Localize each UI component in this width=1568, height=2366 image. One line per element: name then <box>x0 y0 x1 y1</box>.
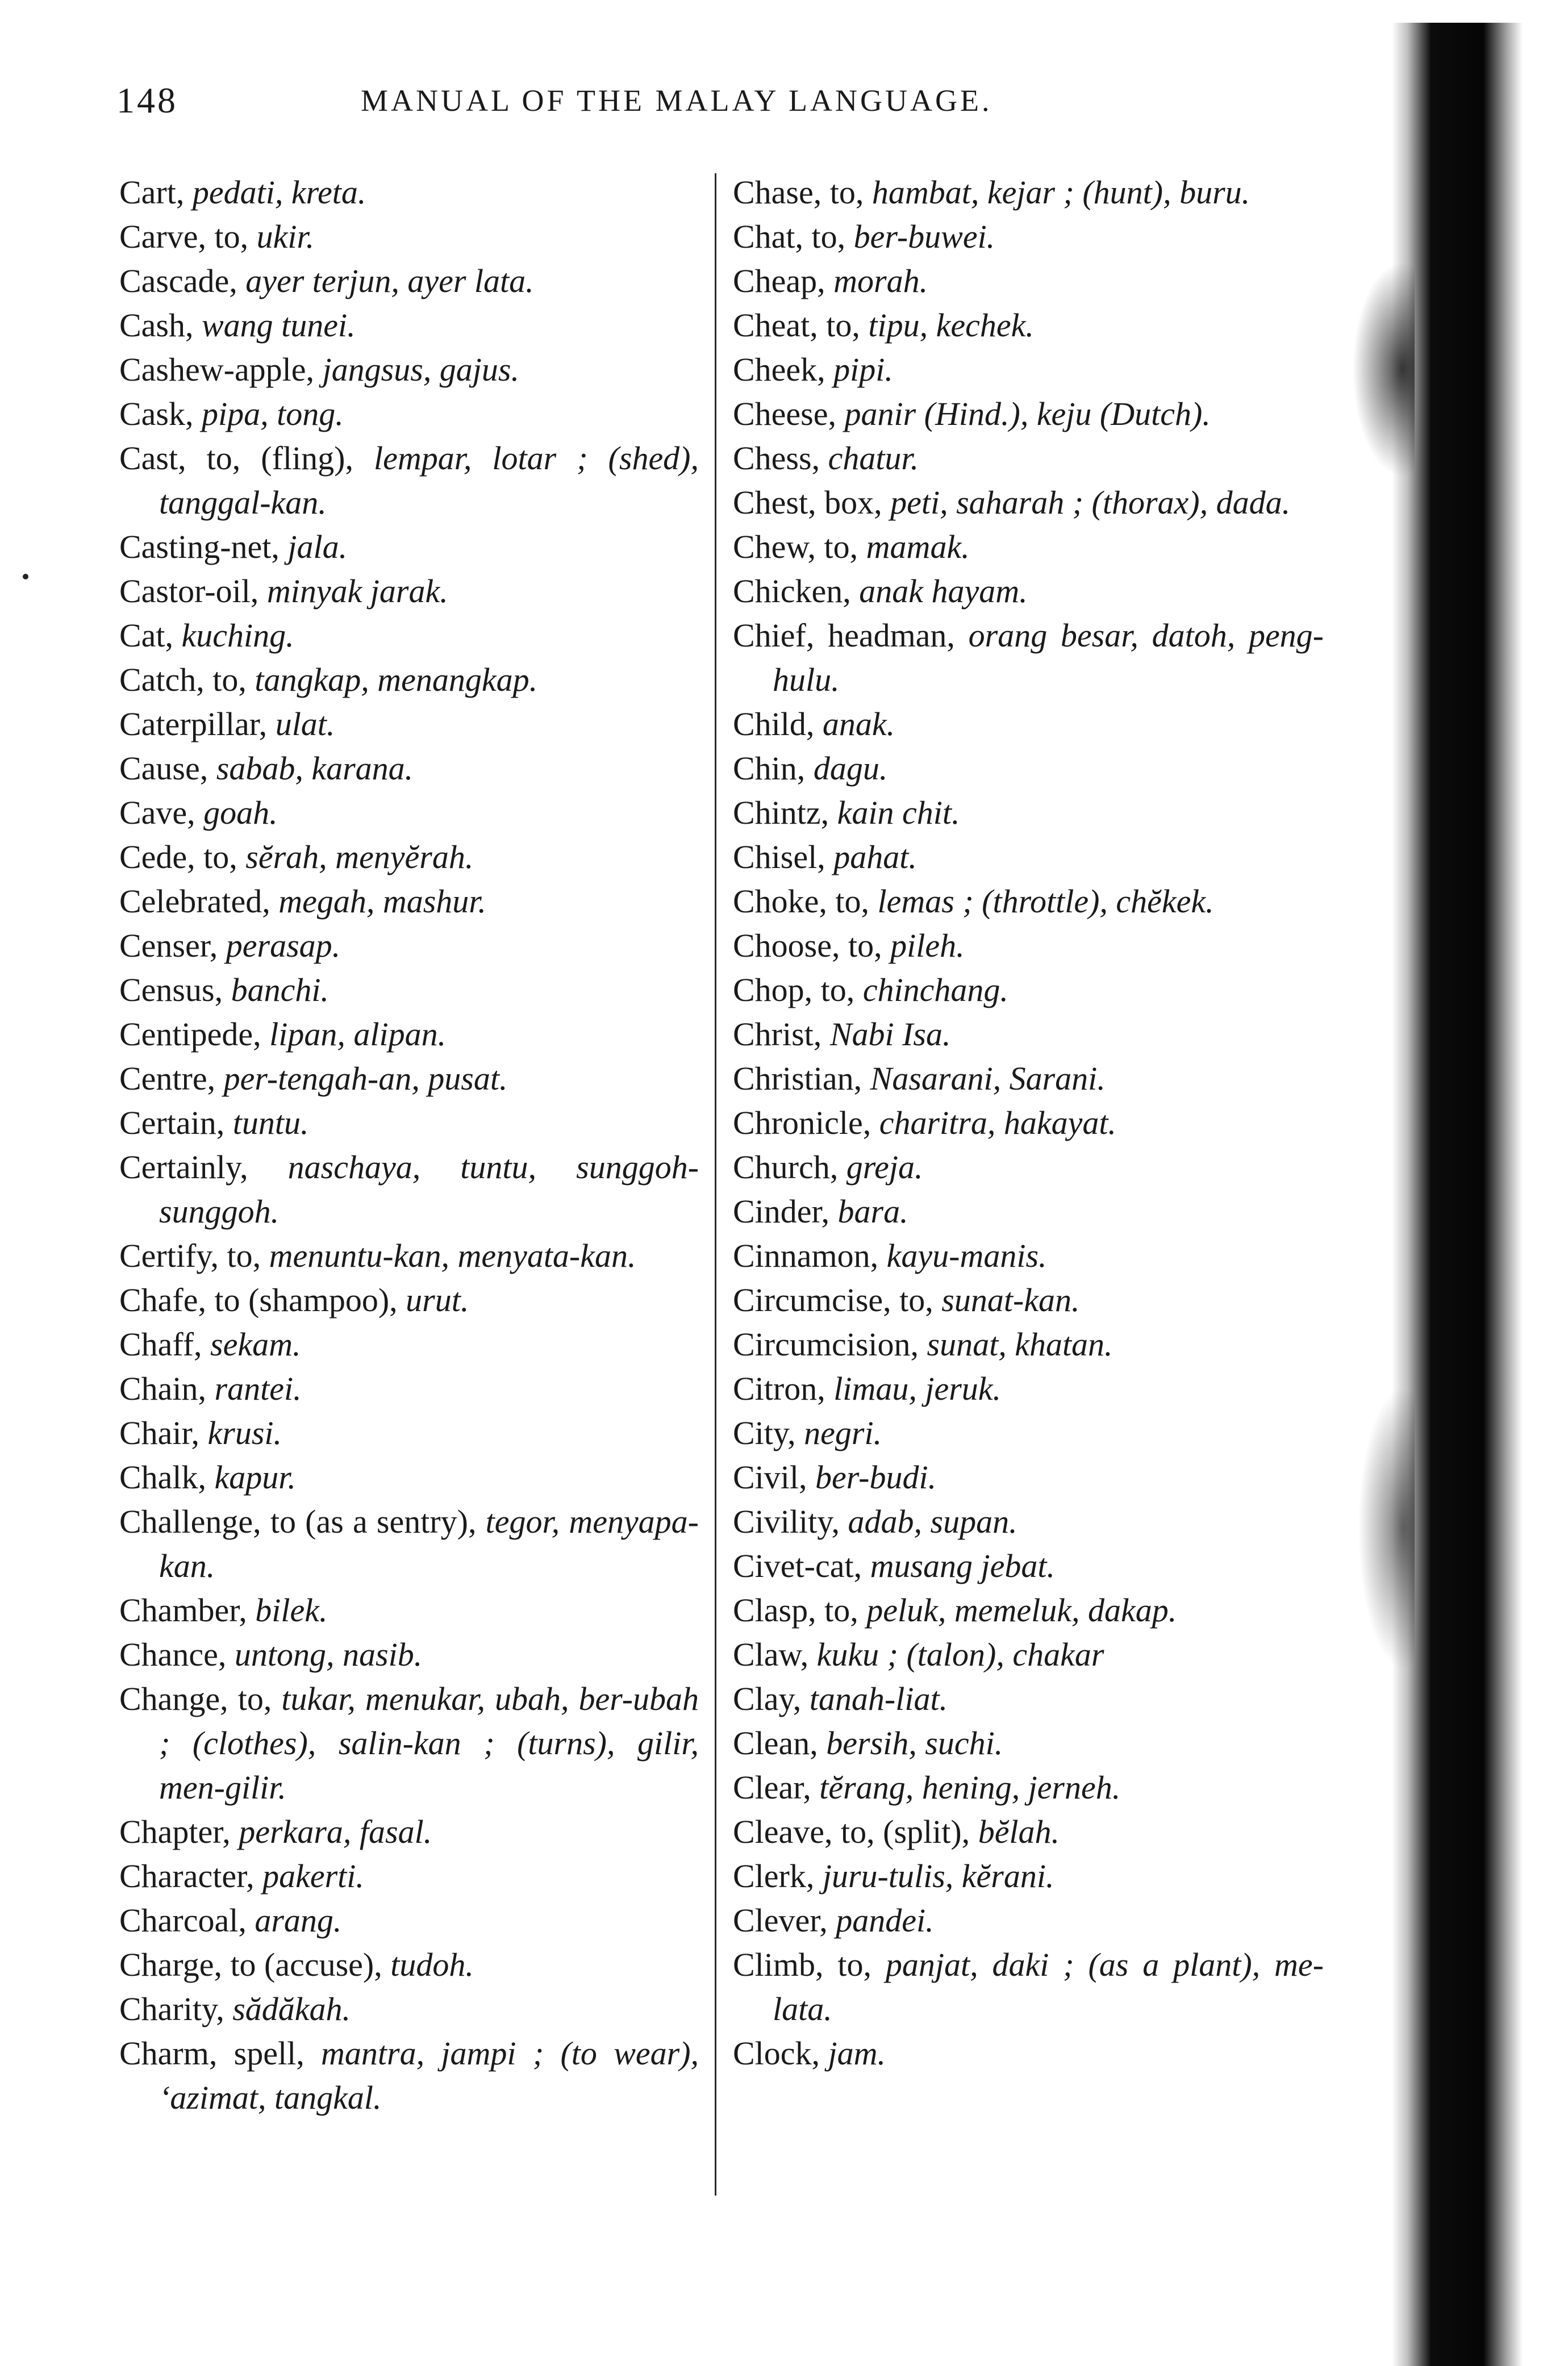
entry-translation: bilek. <box>255 1592 328 1629</box>
entry-translation: naschaya, tuntu, sunggoh-sunggoh. <box>159 1149 699 1230</box>
dictionary-entry <box>733 1367 1324 1411</box>
entry-translation: sabab, karana. <box>216 750 414 787</box>
dictionary-entry <box>733 525 1324 569</box>
entry-term: Clear, <box>733 1769 811 1806</box>
dictionary-entry <box>733 1898 1324 1943</box>
entry-translation: kayu-manis. <box>886 1237 1047 1274</box>
entry-translation: bersih, suchi. <box>826 1725 1003 1762</box>
dictionary-entry <box>733 968 1324 1012</box>
dictionary-entry <box>119 1987 699 2031</box>
dictionary-entry <box>119 924 699 968</box>
entry-term: Cashew-apple, <box>119 351 315 388</box>
page-number: 148 <box>116 80 178 120</box>
entry-term: Chat, to, <box>733 218 846 255</box>
entry-term: Clock, <box>733 2035 820 2072</box>
entry-translation: untong, nasib. <box>234 1636 423 1673</box>
entry-translation: Nasarani, Sarani. <box>870 1060 1106 1097</box>
dictionary-entry <box>119 215 699 259</box>
entry-term: Civet-cat, <box>733 1547 862 1584</box>
dictionary-entry <box>733 702 1324 746</box>
dictionary-entry <box>119 968 699 1012</box>
entry-term: Character, <box>119 1858 255 1895</box>
dictionary-entry <box>733 1234 1324 1278</box>
entry-translation: pipi. <box>833 351 893 388</box>
entry-term: Cheap, <box>733 262 825 299</box>
dictionary-entry <box>733 1057 1324 1101</box>
entry-term: Cash, <box>119 307 194 344</box>
dictionary-entry <box>119 1278 699 1322</box>
column-divider <box>715 173 716 2196</box>
entry-term: Cause, <box>119 750 208 787</box>
dictionary-entry <box>733 436 1324 481</box>
dictionary-entry <box>119 1677 699 1810</box>
entry-translation: tipu, kechek. <box>868 307 1034 344</box>
dictionary-entry <box>733 259 1324 303</box>
entry-translation: sunat, khatan. <box>927 1326 1113 1363</box>
entry-term: Climb, to, <box>733 1946 872 1983</box>
dictionary-entry <box>733 791 1324 835</box>
dictionary-entry <box>119 348 699 392</box>
dictionary-entry <box>119 392 699 436</box>
dictionary-entry <box>733 1677 1324 1721</box>
entry-term: Church, <box>733 1149 839 1186</box>
entry-term: Choke, to, <box>733 883 870 920</box>
entry-translation: chinchang. <box>862 971 1008 1008</box>
entry-term: Clerk, <box>733 1858 815 1895</box>
entry-translation: jangsus, gajus. <box>322 351 519 388</box>
entry-translation: rantei. <box>214 1370 302 1407</box>
entry-translation: pandei. <box>836 1902 934 1939</box>
entry-translation: tukar, menukar, ubah, ber-ubah ; (clothes), salin-kan ; (turns), gilir, men-gilir. <box>159 1680 699 1806</box>
entry-term: Clasp, to, <box>733 1592 858 1629</box>
entry-term: Chronicle, <box>733 1104 871 1141</box>
entry-term: Chance, <box>119 1636 227 1673</box>
entry-term: Celebrated, <box>119 883 270 920</box>
dictionary-entry <box>733 1278 1324 1322</box>
dictionary-entry <box>733 1190 1324 1234</box>
entry-translation: perkara, fasal. <box>239 1813 432 1850</box>
entry-term: Census, <box>119 971 223 1008</box>
entry-translation: anak. <box>822 706 895 742</box>
dictionary-entry <box>119 1898 699 1943</box>
entry-translation: pedati, kreta. <box>192 174 366 211</box>
dictionary-entry <box>733 1766 1324 1810</box>
entry-translation: tegor, menyapa-kan. <box>159 1503 699 1584</box>
dictionary-entry <box>733 392 1324 436</box>
entry-term: Chop, to, <box>733 971 855 1008</box>
dictionary-entry <box>733 348 1324 392</box>
dictionary-entry <box>119 525 699 569</box>
entry-term: Civility, <box>733 1503 840 1540</box>
entry-term: Cede, to, <box>119 838 237 875</box>
entry-translation: jala. <box>287 528 348 565</box>
dictionary-entry <box>733 1721 1324 1766</box>
entry-translation: sunat-kan. <box>941 1282 1080 1318</box>
entry-term: Chess, <box>733 440 820 477</box>
entry-translation: sekam. <box>210 1326 301 1363</box>
entry-translation: peti, saharah ; (thorax), dada. <box>890 484 1291 521</box>
entry-term: Cascade, <box>119 262 237 299</box>
entry-translation: minyak jarak. <box>266 573 448 610</box>
dictionary-entry <box>119 702 699 746</box>
entry-translation: limau, jeruk. <box>833 1370 1002 1407</box>
entry-term: Centipede, <box>119 1016 261 1053</box>
entry-term: Chest, box, <box>733 484 882 521</box>
entry-term: Chamber, <box>119 1592 247 1629</box>
entry-translation: kuku ; (talon), chakar <box>816 1636 1104 1673</box>
dictionary-entry <box>119 1943 699 1987</box>
dictionary-entry <box>733 215 1324 259</box>
running-title: MANUAL OF THE MALAY LANGUAGE. <box>361 84 992 118</box>
entry-term: Chalk, <box>119 1459 207 1496</box>
page-header <box>116 80 1077 125</box>
dictionary-entry <box>733 1500 1324 1544</box>
entry-translation: wang tunei. <box>202 307 356 344</box>
entry-translation: pakerti. <box>262 1858 364 1895</box>
entry-term: Charge, to (accuse), <box>119 1946 382 1983</box>
entry-translation: charitra, hakayat. <box>879 1104 1116 1141</box>
entry-translation: adab, supan. <box>848 1503 1017 1540</box>
entry-translation: pileh. <box>890 927 965 964</box>
entry-term: Chaff, <box>119 1326 202 1363</box>
dictionary-entry <box>733 1012 1324 1057</box>
entry-translation: greja. <box>846 1149 923 1186</box>
dictionary-entry <box>119 879 699 924</box>
entry-translation: panir (Hind.), keju (Dutch). <box>844 395 1211 432</box>
entry-term: Chin, <box>733 750 806 787</box>
entry-term: Cheat, to, <box>733 307 860 344</box>
entry-translation: goah. <box>203 794 278 831</box>
entry-translation: kuching. <box>181 617 294 654</box>
entry-translation: Nabi Isa. <box>829 1016 951 1053</box>
entry-term: Christian, <box>733 1060 862 1097</box>
entry-translation: negri. <box>804 1414 882 1451</box>
dictionary-entry <box>733 879 1324 924</box>
entry-translation: pipa, tong. <box>202 395 344 432</box>
dictionary-entry <box>733 569 1324 614</box>
dictionary-entry <box>119 1234 699 1278</box>
dictionary-entry <box>119 746 699 791</box>
entry-translation: tangkap, menangkap. <box>255 661 538 698</box>
entry-translation: bara. <box>837 1193 908 1230</box>
dictionary-entry <box>119 1810 699 1854</box>
entry-translation: arang. <box>255 1902 342 1939</box>
entry-term: Cheek, <box>733 351 825 388</box>
dictionary-entry <box>733 1943 1324 2031</box>
entry-term: Cinder, <box>733 1193 830 1230</box>
entry-term: Chafe, to (shampoo), <box>119 1282 398 1318</box>
dictionary-entry <box>119 259 699 303</box>
entry-term: Chase, to, <box>733 174 864 211</box>
entry-translation: ayer terjun, ayer lata. <box>245 262 534 299</box>
dictionary-entry <box>119 1101 699 1145</box>
entry-translation: tĕrang, hening, jerneh. <box>819 1769 1121 1806</box>
entry-term: Cart, <box>119 174 185 211</box>
entry-term: Chew, to, <box>733 528 858 565</box>
dictionary-entry <box>119 569 699 614</box>
entry-translation: musang jebat. <box>870 1547 1056 1584</box>
entry-term: Caterpillar, <box>119 706 268 742</box>
entry-term: Chisel, <box>733 838 825 875</box>
dictionary-entry <box>119 1588 699 1633</box>
entry-translation: menuntu-kan, menyata-kan. <box>269 1237 636 1274</box>
entry-term: Cask, <box>119 395 194 432</box>
dictionary-entry <box>733 1854 1324 1898</box>
dictionary-entry <box>733 1322 1324 1367</box>
entry-term: City, <box>733 1414 796 1451</box>
entry-term: Citron, <box>733 1370 825 1407</box>
dictionary-entry <box>119 1145 699 1234</box>
entry-translation: chatur. <box>828 440 919 477</box>
entry-translation: tudoh. <box>390 1946 474 1983</box>
entry-term: Chintz, <box>733 794 829 831</box>
dictionary-entry <box>119 1322 699 1367</box>
dictionary-entry <box>733 481 1324 525</box>
dictionary-entry <box>119 1411 699 1455</box>
dictionary-entry <box>119 791 699 835</box>
entry-term: Chapter, <box>119 1813 231 1850</box>
dictionary-entry <box>119 1455 699 1500</box>
entry-translation: dagu. <box>813 750 888 787</box>
entry-translation: orang besar, datoh, peng-hulu. <box>773 617 1324 698</box>
dictionary-entry <box>733 1588 1324 1633</box>
entry-translation: perasap. <box>226 927 341 964</box>
entry-translation: anak hayam. <box>859 573 1028 610</box>
dictionary-entry <box>119 614 699 658</box>
entry-term: Charm, spell, <box>119 2035 305 2072</box>
entry-term: Clever, <box>733 1902 828 1939</box>
entry-term: Chief, headman, <box>733 617 955 654</box>
entry-term: Chicken, <box>733 573 851 610</box>
entry-term: Child, <box>733 706 815 742</box>
entry-translation: hambat, kejar ; (hunt), buru. <box>871 174 1250 211</box>
right-column <box>733 170 1324 2076</box>
entry-term: Charcoal, <box>119 1902 247 1939</box>
entry-term: Castor-oil, <box>119 573 259 610</box>
entry-translation: krusi. <box>207 1414 282 1451</box>
dictionary-entry <box>733 1145 1324 1190</box>
entry-translation: banchi. <box>231 971 329 1008</box>
dictionary-entry <box>733 1544 1324 1588</box>
dictionary-entry <box>119 835 699 879</box>
dictionary-entry <box>119 303 699 348</box>
entry-term: Chair, <box>119 1414 200 1451</box>
dictionary-entry <box>733 1633 1324 1677</box>
dictionary-entry <box>119 658 699 702</box>
dictionary-entry <box>119 1854 699 1898</box>
entry-term: Catch, to, <box>119 661 247 698</box>
entry-translation: bĕlah. <box>978 1813 1060 1850</box>
dictionary-entry <box>733 2031 1324 2076</box>
entry-term: Certify, to, <box>119 1237 261 1274</box>
entry-translation: kain chit. <box>837 794 960 831</box>
entry-translation: mamak. <box>866 528 970 565</box>
entry-term: Clay, <box>733 1680 802 1717</box>
dictionary-entry <box>733 170 1324 215</box>
entry-term: Circumcise, to, <box>733 1282 933 1318</box>
dictionary-entry <box>733 746 1324 791</box>
scan-edge-shadow <box>1392 23 1523 2366</box>
entry-term: Civil, <box>733 1459 807 1496</box>
entry-translation: ukir. <box>256 218 315 255</box>
entry-translation: tanah-liat. <box>809 1680 948 1717</box>
entry-term: Cast, to, (fling), <box>119 440 353 477</box>
entry-term: Censer, <box>119 927 218 964</box>
entry-translation: juru-tulis, kĕrani. <box>822 1858 1054 1895</box>
entry-term: Carve, to, <box>119 218 249 255</box>
entry-term: Choose, to, <box>733 927 882 964</box>
entry-term: Circumcision, <box>733 1326 919 1363</box>
entry-term: Christ, <box>733 1016 822 1053</box>
entry-translation: morah. <box>833 262 928 299</box>
entry-term: Cleave, to, (split), <box>733 1813 970 1850</box>
entry-term: Charity, <box>119 1991 224 2027</box>
entry-translation: ulat. <box>275 706 335 742</box>
entry-term: Clean, <box>733 1725 818 1762</box>
entry-term: Claw, <box>733 1636 809 1673</box>
entry-term: Certain, <box>119 1104 225 1141</box>
entry-translation: sĕrah, menyĕrah. <box>245 838 474 875</box>
entry-translation: ber-buwei. <box>853 218 995 255</box>
dictionary-entry <box>119 1057 699 1101</box>
dictionary-entry <box>119 1367 699 1411</box>
dictionary-entry <box>119 2031 699 2120</box>
entry-term: Cave, <box>119 794 195 831</box>
entry-term: Centre, <box>119 1060 216 1097</box>
dictionary-entry <box>733 614 1324 702</box>
entry-translation: lemas ; (throttle), chĕkek. <box>877 883 1214 920</box>
dictionary-entry <box>733 924 1324 968</box>
dictionary-entry <box>119 1012 699 1057</box>
entry-term: Cinnamon, <box>733 1237 879 1274</box>
entry-translation: sădăkah. <box>232 1991 351 2027</box>
entry-translation: lipan, alipan. <box>269 1016 447 1053</box>
entry-translation: per-tengah-an, pusat. <box>223 1060 508 1097</box>
entry-translation: lempar, lotar ; (shed), tanggal-kan. <box>159 440 699 521</box>
dictionary-entry <box>733 1810 1324 1854</box>
entry-term: Chain, <box>119 1370 207 1407</box>
dictionary-entry <box>733 1455 1324 1500</box>
stray-ink-mark <box>23 574 28 579</box>
entry-term: Change, to, <box>119 1680 272 1717</box>
dictionary-entry <box>733 303 1324 348</box>
entry-translation: kapur. <box>214 1459 296 1496</box>
entry-translation: panjat, daki ; (as a plant), me-lata. <box>773 1946 1324 2027</box>
entry-translation: ber-budi. <box>815 1459 937 1496</box>
dictionary-entry <box>733 835 1324 879</box>
entry-term: Casting-net, <box>119 528 280 565</box>
entry-translation: peluk, memeluk, dakap. <box>866 1592 1177 1629</box>
dictionary-entry <box>119 1500 699 1588</box>
entry-translation: pahat. <box>833 838 917 875</box>
dictionary-entry <box>119 170 699 215</box>
entry-translation: tuntu. <box>232 1104 309 1141</box>
entry-term: Challenge, to (as a sentry), <box>119 1503 477 1540</box>
entry-translation: jam. <box>828 2035 886 2072</box>
entry-translation: megah, mashur. <box>278 883 486 920</box>
entry-translation: urut. <box>406 1282 469 1318</box>
dictionary-entry <box>119 1633 699 1677</box>
left-column <box>119 170 699 2120</box>
entry-term: Certainly, <box>119 1149 248 1186</box>
entry-term: Cat, <box>119 617 174 654</box>
dictionary-entry <box>119 436 699 525</box>
entry-term: Cheese, <box>733 395 836 432</box>
entry-translation: mantra, jampi ; (to wear), ‘azimat, tangkal. <box>159 2035 699 2116</box>
dictionary-entry <box>733 1101 1324 1145</box>
dictionary-entry <box>733 1411 1324 1455</box>
